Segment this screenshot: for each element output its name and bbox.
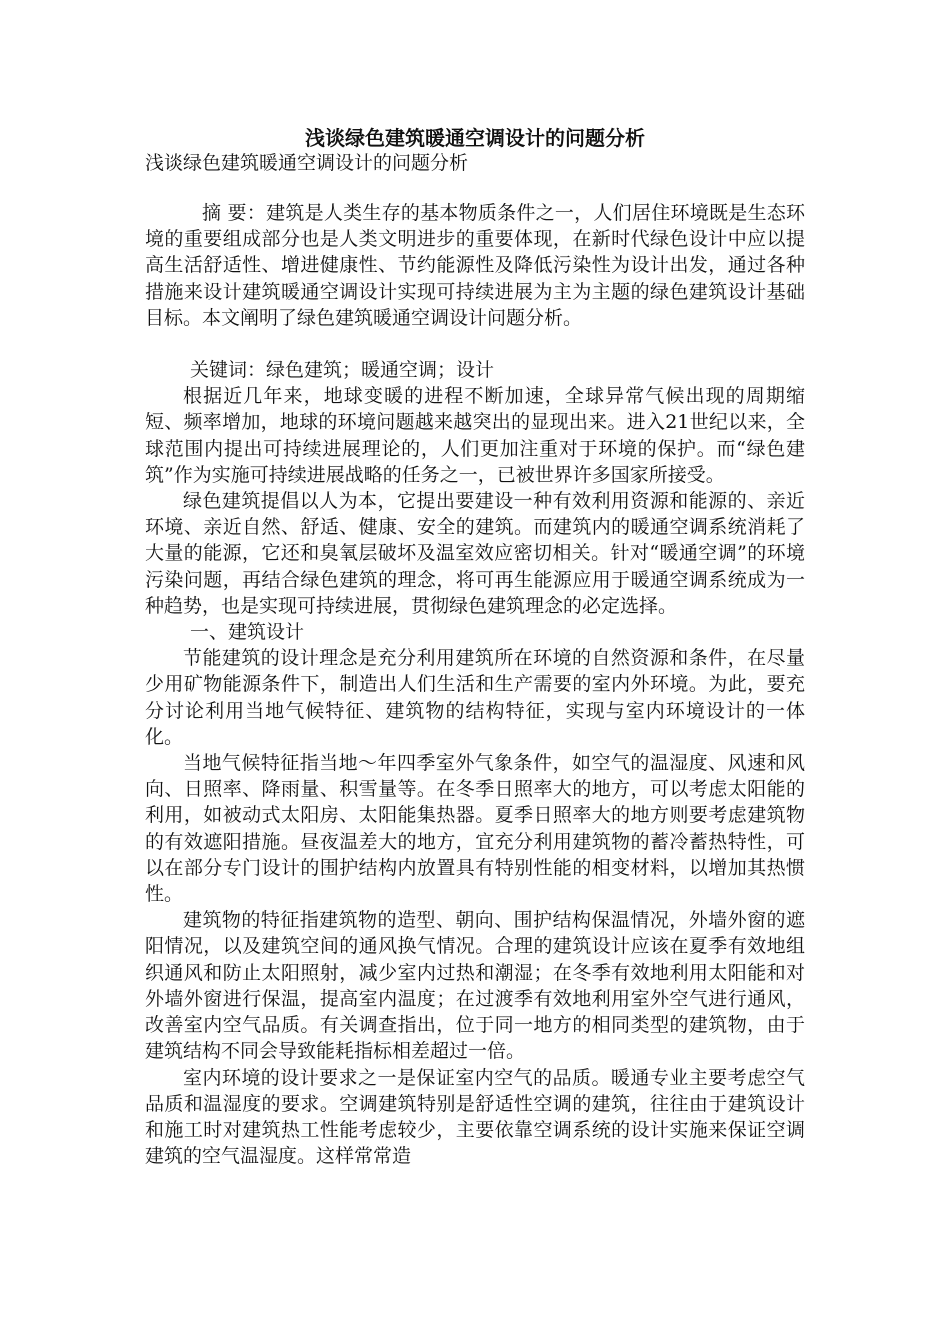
body-paragraph: 根据近几年来，地球变暖的进程不断加速，全球异常气候出现的周期缩短、频率增加，地球的环境问题越来越突出的显现出来。进入21世纪以来，全球范围内提出可持续进展理论的，人们更加注重对于环境的保护。而“绿色建筑”作为实施可持续进展战略的任务之一，已被世界许多国家所接受。 bbox=[145, 385, 805, 486]
keywords-line: 关键词：绿色建筑；暖通空调；设计 bbox=[190, 359, 495, 382]
body-paragraph: 节能建筑的设计理念是充分利用建筑所在环境的自然资源和条件，在尽量少用矿物能源条件下，制造出人们生活和生产需要的室内外环境。为此，要充分讨论利用当地气候特征、建筑物的结构特征，实现与室内环境设计的一体化。 bbox=[145, 647, 805, 748]
body-paragraph: 绿色建筑提倡以人为本，它提出要建设一种有效利用资源和能源的、亲近环境、亲近自然、舒适、健康、安全的建筑。而建筑内的暖通空调系统消耗了大量的能源，它还和臭氧层破坏及温室效应密切相关。针对“暖通空调”的环境污染问题，再结合绿色建筑的理念，将可再生能源应用于暖通空调系统成为一种趋势，也是实现可持续进展，贯彻绿色建筑理念的必定选择。 bbox=[145, 490, 805, 617]
document-subtitle: 浅谈绿色建筑暖通空调设计的问题分析 bbox=[145, 152, 469, 174]
body-paragraph: 当地气候特征指当地～年四季室外气象条件，如空气的温湿度、风速和风向、日照率、降雨量、积雪量等。在冬季日照率大的地方，可以考虑太阳能的利用，如被动式太阳房、太阳能集热器。夏季日照率大的地方则要考虑建筑物的有效遮阳措施。昼夜温差大的地方，宜充分利用建筑物的蓄冷蓄热特性，可以在部分专门设计的围护结构内放置具有特别性能的相变材料，以增加其热惯性。 bbox=[145, 752, 805, 906]
abstract-paragraph: 摘 要：建筑是人类生存的基本物质条件之一，人们居住环境既是生态环境的重要组成部分也是人类文明进步的重要体现，在新时代绿色设计中应以提高生活舒适性、增进健康性、节约能源性及降低污染性为设计出发，通过各种措施来设计建筑暖通空调设计实现可持续进展为主为主题的绿色建筑设计基础目标。本文阐明了绿色建筑暖通空调设计问题分析。 bbox=[145, 202, 805, 329]
section-heading: 一、建筑设计 bbox=[190, 621, 305, 644]
document-body bbox=[145, 200, 805, 1169]
body-paragraph: 室内环境的设计要求之一是保证室内空气的品质。暖通专业主要考虑空气品质和温湿度的要求。空调建筑特别是舒适性空调的建筑，往往由于建筑设计和施工时对建筑热工性能考虑较少，主要依靠空调系统的设计实施来保证空调建筑的空气温湿度。这样常常造 bbox=[145, 1066, 805, 1168]
spacer bbox=[145, 331, 805, 357]
body-paragraph: 建筑物的特征指建筑物的造型、朝向、围护结构保温情况，外墙外窗的遮阳情况，以及建筑空间的通风换气情况。合理的建筑设计应该在夏季有效地组织通风和防止太阳照射，减少室内过热和潮湿；在冬季有效地利用太阳能和对外墙外窗进行保温，提高室内温度；在过渡季有效地利用室外空气进行通风，改善室内空气品质。有关调查指出，位于同一地方的相同类型的建筑物，由于建筑结构不同会导致能耗指标相差超过一倍。 bbox=[145, 909, 805, 1063]
document-title: 浅谈绿色建筑暖通空调设计的问题分析 bbox=[305, 126, 645, 150]
